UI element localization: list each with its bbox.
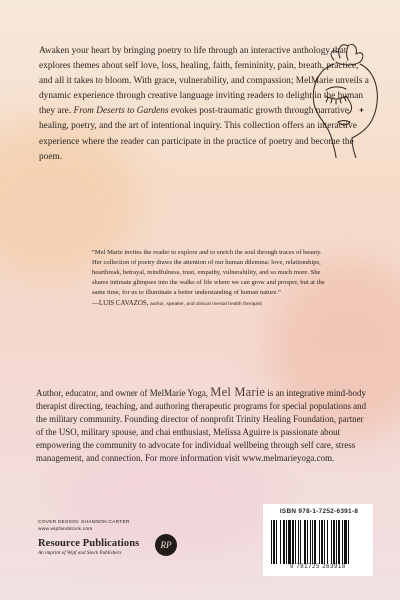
- intro-text-continued: evokes post-traumatic growth through narrative healing, poetry, and the art of intentional inquiry. This collection offers an interactive experience where the reader can participate in the practice of poetry and become the poem.: [39, 106, 357, 162]
- publisher-name: Resource Publications: [38, 538, 140, 549]
- isbn-barcode: [263, 504, 373, 576]
- isbn-label: ISBN 978-1-7252-6391-8: [279, 508, 359, 515]
- intro-text: Awaken your heart by bringing poetry to life through an interactive anthology that explores themes about self love, loss, healing, faith, femininity, pain, breath, practice, and all it takes to bloom. With grace, vulnerability, and compassion; MelMarie unveils a dynamic experience through creative language inviting readers to delight in the human they are.: [39, 46, 369, 117]
- publisher-imprint: An imprint of Wipf and Stock Publishers: [38, 550, 122, 556]
- endorsement-quote: [92, 248, 330, 310]
- barcode-bars: [271, 520, 367, 564]
- book-title: From Deserts to Gardens: [73, 106, 169, 117]
- quote-text: “Mel Marie invites the reader to explore and to enrich the soul through traces of beauty. Her collection of poetry draws the attention of our human dilemma: love, relationships, heartbreak, betrayal, mindfulness, trust, empathy, vulnerability, and so much more. She shares intimate glimpses into the walks of life where we can grow and prosper, but at the same time, for us to illuminate a better understanding of human nature.”: [92, 249, 325, 297]
- bio-prefix: Author, educator, and owner of MelMarie Yoga,: [36, 388, 211, 398]
- intro-paragraph: [39, 44, 369, 165]
- publisher-block: [38, 538, 139, 556]
- barcode-number: 9 781725 263918: [290, 564, 346, 570]
- cover-credits: [38, 519, 130, 533]
- quote-author-role: author, speaker, and clinical mental health therapist: [150, 301, 262, 307]
- author-bio: [36, 386, 370, 464]
- bio-text: is an integrative mind-body therapist directing, teaching, and authoring therapeutic programs for special populations and the military community. Founding director of nonprofit Trinity Healing Foundation, partner of the USO, military spouse, and chai enthusiast, Melissa Aguirre is passionate about empowering the community to advocate for individual wellbeing through self care, stress management, and connection. For more information visit www.melmarieyoga.com.: [36, 388, 367, 463]
- publisher-website: www.wipfandstock.com: [38, 527, 93, 532]
- author-name: Mel Marie: [210, 385, 266, 399]
- publisher-logo: RP: [155, 534, 177, 556]
- quote-author: —LUIS CAVAZOS,: [92, 300, 149, 308]
- quote-attribution: [92, 299, 330, 309]
- cover-design-credit: COVER DESIGN: SHANNON CARTER: [38, 520, 130, 525]
